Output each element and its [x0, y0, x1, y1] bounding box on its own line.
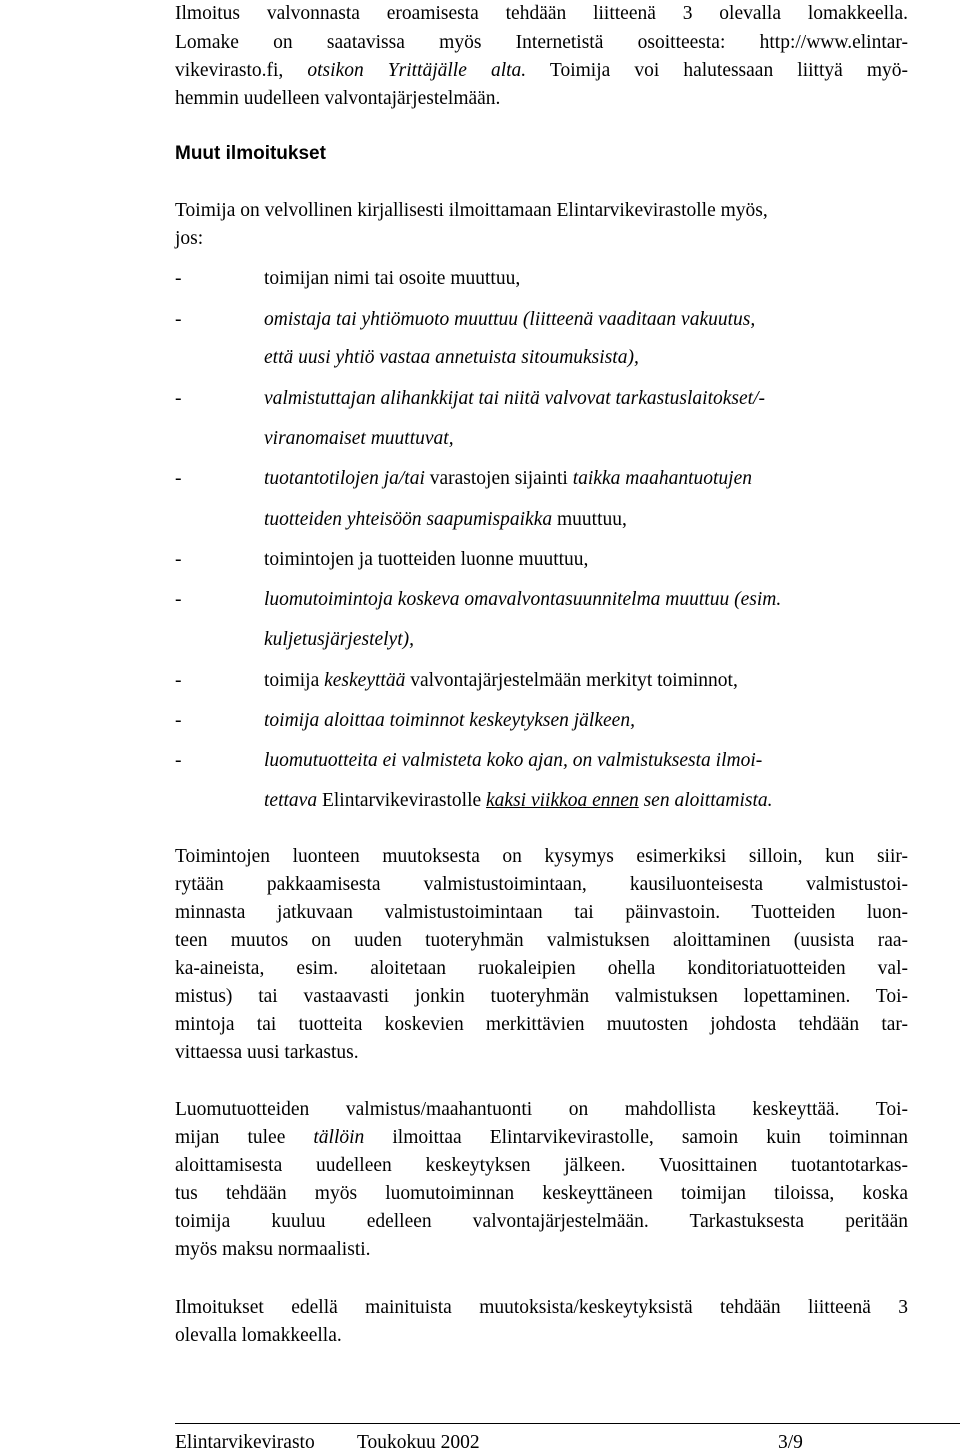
- para2-line: aloittamisesta uudelleen keskeytyksen jälkeen. Vuosittainen tuotantotarkas-: [175, 1155, 908, 1176]
- list-item: toimija keskeyttää valvontajärjestelmään merkityt toiminnot,: [264, 670, 738, 691]
- list-bullet: -: [175, 549, 182, 570]
- intro-line-2: Lomake on saatavissa myös Internetistä osoitteesta: http://www.elintar-: [175, 32, 908, 53]
- list-bullet: -: [175, 468, 182, 489]
- para1-line: mistus) tai vastaavasti jonkin tuoteryhmän valmistuksen lopettaminen. Toi-: [175, 986, 908, 1007]
- para1-line: minnasta jatkuvaan valmistustoimintaan tai päinvastoin. Tuotteiden luon-: [175, 902, 908, 923]
- para1-line: ka-aineista, esim. aloitetaan ruokaleipien ohella konditoriatuotteiden val-: [175, 958, 908, 979]
- section-heading: Muut ilmoitukset: [175, 143, 326, 164]
- intro-line-3: vikevirasto.fi, otsikon Yrittäjälle alta. Toimija voi halutessaan liittyä myö-: [175, 60, 909, 81]
- list-item-cont: kuljetusjärjestelyt),: [264, 629, 415, 650]
- list-item: luomutoimintoja koskeva omavalvontasuunnitelma muuttuu (esim.: [264, 589, 782, 610]
- lead-line-1: Toimija on velvollinen kirjallisesti ilmoittamaan Elintarvikevirastolle myös,: [175, 200, 768, 221]
- para2-line: tus tehdään myös luomutoiminnan keskeyttäneen toimijan tiloissa, koska: [175, 1183, 908, 1204]
- intro-line-1: Ilmoitus valvonnasta eroamisesta tehdään liitteenä 3 olevalla lomakkeella.: [175, 3, 908, 24]
- list-bullet: -: [175, 589, 182, 610]
- list-item: toimintojen ja tuotteiden luonne muuttuu,: [264, 549, 589, 570]
- para1-line: vittaessa uusi tarkastus.: [175, 1042, 359, 1063]
- list-item: tuotantotilojen ja/tai varastojen sijainti taikka maahantuotujen: [264, 468, 752, 489]
- para1-line: mintoja tai tuotteita koskevien merkittävien muutosten johdosta tehdään tar-: [175, 1014, 908, 1035]
- footer-date: Toukokuu 2002: [357, 1432, 480, 1453]
- para1-line: rytään pakkaamisesta valmistustoimintaan, kausiluonteisesta valmistustoi-: [175, 874, 908, 895]
- list-item: luomutuotteita ei valmisteta koko ajan, on valmistuksesta ilmoi-: [264, 750, 763, 771]
- para3-line: Ilmoitukset edellä mainituista muutoksista/keskeytyksistä tehdään liitteenä 3: [175, 1297, 908, 1318]
- footer-organization: Elintarvikevirasto: [175, 1432, 315, 1453]
- list-item: omistaja tai yhtiömuoto muuttuu (liitteenä vaaditaan vakuutus,: [264, 309, 756, 330]
- para1-line: Toimintojen luonteen muutoksesta on kysymys esimerkiksi silloin, kun siir-: [175, 846, 908, 867]
- list-bullet: -: [175, 309, 182, 330]
- footer-divider: [175, 1423, 960, 1424]
- para3-line: olevalla lomakkeella.: [175, 1325, 342, 1346]
- list-item: toimija aloittaa toiminnot keskeytyksen jälkeen,: [264, 710, 635, 731]
- para2-line: Luomutuotteiden valmistus/maahantuonti on mahdollista keskeyttää. Toi-: [175, 1099, 908, 1120]
- para2-line: toimija kuuluu edelleen valvontajärjestelmään. Tarkastuksesta peritään: [175, 1211, 908, 1232]
- list-item: valmistuttajan alihankkijat tai niitä valvovat tarkastuslaitokset/-: [264, 388, 765, 409]
- list-bullet: -: [175, 710, 182, 731]
- list-bullet: -: [175, 388, 182, 409]
- footer-page-number: 3/9: [778, 1432, 803, 1453]
- para1-line: teen muutos on uuden tuoteryhmän valmistuksen aloittaminen (uusista raa-: [175, 930, 908, 951]
- list-item-cont: tuotteiden yhteisöön saapumispaikka muuttuu,: [264, 509, 627, 530]
- list-item: toimijan nimi tai osoite muuttuu,: [264, 268, 521, 289]
- list-bullet: -: [175, 750, 182, 771]
- para2-line: mijan tulee tällöin ilmoittaa Elintarvikevirastolle, samoin kuin toiminnan: [175, 1127, 908, 1148]
- lead-line-2: jos:: [175, 228, 204, 249]
- para2-line: myös maksu normaalisti.: [175, 1239, 371, 1260]
- list-item-cont: että uusi yhtiö vastaa annetuista sitoumuksista),: [264, 347, 639, 368]
- list-item-cont: viranomaiset muuttuvat,: [264, 428, 454, 449]
- list-item-cont: tettava Elintarvikevirastolle kaksi viikkoa ennen sen aloittamista.: [264, 790, 773, 811]
- intro-line-4: hemmin uudelleen valvontajärjestelmään.: [175, 88, 501, 109]
- list-bullet: -: [175, 268, 182, 289]
- list-bullet: -: [175, 670, 182, 691]
